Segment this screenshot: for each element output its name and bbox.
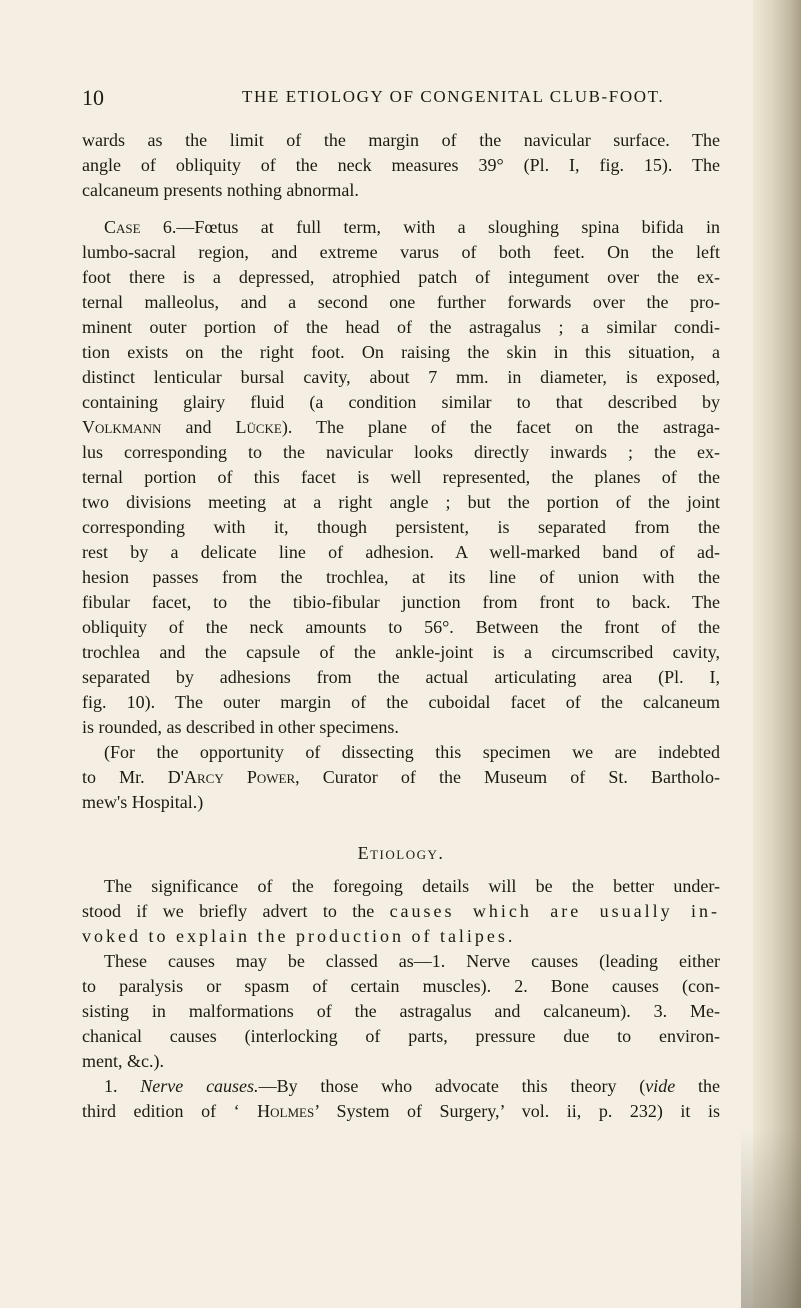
text-line: foot there is a depressed, atrophied patch of integument over the ex- [82,267,720,287]
text-line: sisting in malformations of the astragalus and calcaneum). 3. Me- [82,1001,720,1021]
text-line: obliquity of the neck amounts to 56°. Between the front of the [82,617,720,637]
text-line: rest by a delicate line of adhesion. A well-marked band of ad- [82,542,720,562]
text-line: distinct lenticular bursal cavity, about 7 mm. in diameter, is exposed, [82,367,720,387]
text-line: third edition of ‘ Holmes’ System of Surgery,’ vol. ii, p. 232) it is [82,1101,720,1121]
author-name: Holmes [257,1101,315,1121]
italic-heading: Nerve causes. [140,1076,259,1096]
page-edge-shadow [753,0,801,1308]
author-name: Lücke [235,417,282,437]
text-line: minent outer portion of the head of the astragalus ; a similar condi- [82,317,720,337]
text-line: fig. 10). The outer margin of the cuboidal facet of the calcaneum [82,692,720,712]
text-line: two divisions meeting at a right angle ; but the portion of the joint [82,492,720,512]
text-line: trochlea and the capsule of the ankle-joint is a circumscribed cavity, [82,642,720,662]
page-header [82,85,722,115]
text-line: stood if we briefly advert to the causes which are usually in- [82,901,720,921]
text-line: lus corresponding to the navicular looks directly inwards ; the ex- [82,442,720,462]
text-line: ternal portion of this facet is well represented, the planes of the [82,467,720,487]
spaced-emphasis: causes which are usually in- [389,901,720,921]
text-line: fibular facet, to the tibio-fibular junction from front to back. The [82,592,720,612]
text-line: hesion passes from the trochlea, at its line of union with the [82,567,720,587]
text-line: ternal malleolus, and a second one further forwards over the pro- [82,292,720,312]
text-line: 1. Nerve causes.—By those who advocate this theory (vide the [104,1076,721,1096]
text-line: corresponding with it, though persistent, is separated from the [82,517,720,537]
text-line: angle of obliquity of the neck measures 39° (Pl. I, fig. 15). The [82,155,720,175]
text-line: tion exists on the right foot. On raising the skin in this situation, a [82,342,720,362]
text-line: The significance of the foregoing details will be the better under- [104,876,720,896]
text-line: is rounded, as described in other specimens. [82,717,399,737]
text-line: ment, &c.). [82,1051,164,1071]
text-line: Case 6.—Fœtus at full term, with a sloughing spina bifida in [104,217,720,237]
text-line: separated by adhesions from the actual articulating area (Pl. I, [82,667,720,687]
text-line: Volkmann and Lücke). The plane of the facet on the astraga- [82,417,720,437]
text-line: (For the opportunity of dissecting this specimen we are indebted [104,742,720,762]
text-line: containing glairy fluid (a condition similar to that described by [82,392,720,412]
page-corner-shadow [741,1128,801,1308]
section-heading: Etiology. [357,843,445,863]
text-line: chanical causes (interlocking of parts, pressure due to environ- [82,1026,720,1046]
text-line: voked to explain the production of talipes. [82,926,516,946]
text-line: wards as the limit of the margin of the navicular surface. The [82,130,720,150]
person-name: D'Arcy Power [167,767,296,787]
author-name: Volkmann [82,417,162,437]
body-text [82,128,720,1124]
page-number: 10 [82,85,104,110]
text-line: to paralysis or spasm of certain muscles). 2. Bone causes (con- [82,976,720,996]
text-line: lumbo-sacral region, and extreme varus of both feet. On the left [82,242,720,262]
text-line: to Mr. D'Arcy Power, Curator of the Museum of St. Bartholo- [82,767,720,787]
text-line: These causes may be classed as—1. Nerve causes (leading either [104,951,720,971]
case-label: Case 6. [104,217,177,237]
running-title: THE ETIOLOGY OF CONGENITAL CLUB-FOOT. [242,87,665,106]
text-line: mew's Hospital.) [82,792,204,812]
text-line: calcaneum presents nothing abnormal. [82,180,359,200]
